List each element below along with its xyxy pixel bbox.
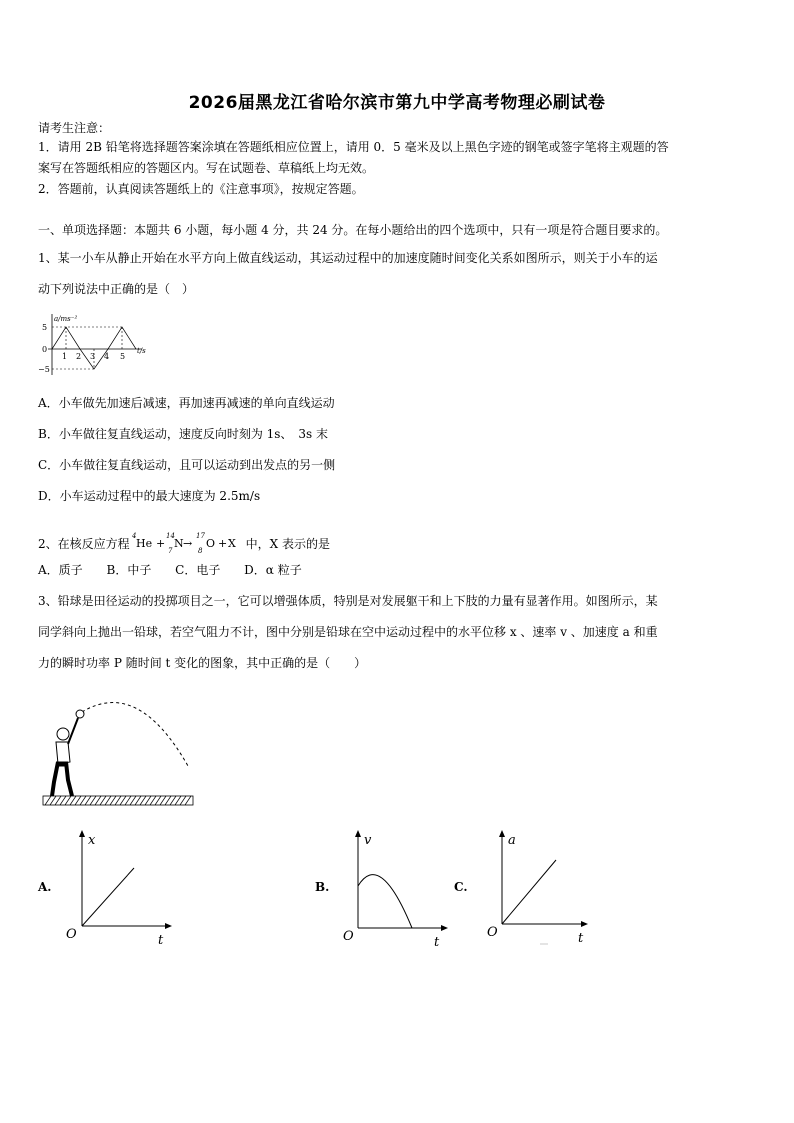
person-leg <box>66 762 72 796</box>
reaction-arrow: → <box>182 537 192 550</box>
person-leg <box>52 762 58 796</box>
y-axis-arrow <box>499 830 505 837</box>
question-3-line-3: 力的瞬时功率 P 随时间 t 变化的图象，其中正确的是（ ） <box>38 656 367 670</box>
notice-item-2: 2．答题前，认真阅读答题纸上的《注意事项》，按规定答题。 <box>38 182 364 196</box>
graph-x-label: t/s <box>137 347 146 355</box>
n-atomic-number: 7 <box>167 547 173 554</box>
he-mass-number: 4 <box>131 532 137 540</box>
question-1-option-a: A．小车做先加速后减速，再加速再减速的单向直线运动 <box>38 396 335 410</box>
question-3-line-1: 3、铅球是田径运动的投掷项目之一，它可以增强体质，特别是对发展躯干和上下肢的力量有显著作用。如图所示，某 <box>38 594 658 608</box>
x-symbol: X <box>227 537 236 550</box>
graph-option-c-label: C. <box>454 880 468 894</box>
o-mass-number: 17 <box>195 532 205 540</box>
person-torso <box>56 742 70 764</box>
graph-curve <box>358 875 412 928</box>
question-1-line-1: 1、某一小车从静止开始在水平方向上做直线运动，其运动过程中的加速度随时间变化关系如图所示，则关于小车的运 <box>38 251 658 265</box>
question-2-stem <box>38 530 756 554</box>
graph-xtick: 5 <box>120 352 126 361</box>
graph-option-a <box>62 828 174 946</box>
notice-item-1-line-1: 1．请用 2B 铅笔将选择题答案涂填在答题纸相应位置上，请用 0．5 毫米及以上黑色字迹的钢笔或签字笔将主观题的答 <box>38 140 669 154</box>
x-axis-arrow <box>581 921 588 927</box>
question-1-line-2: 动下列说法中正确的是（ ） <box>38 282 195 296</box>
question-2-prefix: 2、在核反应方程 <box>38 537 130 551</box>
graph-segment <box>108 327 136 349</box>
person-head <box>57 728 69 740</box>
question-2-option-d: D．α 粒子 <box>244 563 302 577</box>
origin-label: O <box>487 925 498 940</box>
trajectory-dashed-curve <box>82 703 188 766</box>
question-1-option-d: D．小车运动过程中的最大速度为 2.5m/s <box>38 489 261 503</box>
o-atomic-number: 8 <box>197 547 203 554</box>
person-arm <box>68 718 78 744</box>
y-label: a <box>508 833 516 848</box>
graph-xtick: 3 <box>90 352 96 361</box>
n-symbol: N <box>173 537 184 550</box>
x-axis-arrow <box>441 925 448 931</box>
graph-line <box>502 860 556 924</box>
question-2-option-c: C．电子 <box>175 563 221 577</box>
page-title: 2026届黑龙江省哈尔滨市第九中学高考物理必刷试卷 <box>188 93 606 113</box>
graph-xtick: 2 <box>76 352 82 361</box>
acceleration-time-graph <box>38 311 153 377</box>
graph-ytick: −5 <box>38 365 50 374</box>
graph-option-c <box>484 828 596 950</box>
section-heading: 一、单项选择题：本题共 6 小题，每小题 4 分，共 24 分。在每小题给出的四个选项中，只有一项是符合题目要求的。 <box>38 223 668 237</box>
question-2-option-b: B．中子 <box>106 563 152 577</box>
question-1-option-c: C．小车做往复直线运动，且可以运动到出发点的另一侧 <box>38 458 336 472</box>
graph-y-label: a/ms⁻² <box>54 315 78 323</box>
question-2-option-a: A．质子 <box>38 563 83 577</box>
y-label: x <box>88 833 96 848</box>
graph-segment <box>52 327 80 349</box>
plus-sign: + <box>217 537 227 550</box>
notice-item-1-line-2: 案写在答题纸相应的答题区内。写在试题卷、草稿纸上均无效。 <box>38 161 375 175</box>
graph-xtick: 4 <box>104 352 110 361</box>
n-mass-number: 14 <box>165 532 175 540</box>
plus-sign: + <box>155 537 165 550</box>
question-1-option-b: B．小车做往复直线运动，速度反向时刻为 1s、 3s 末 <box>38 427 329 441</box>
question-2-suffix: 中，X 表示的是 <box>245 537 330 551</box>
x-axis-arrow <box>165 923 172 929</box>
o-symbol: O <box>205 537 215 550</box>
nuclear-reaction-formula <box>130 530 246 554</box>
graph-option-b-label: B. <box>315 880 330 894</box>
graph-option-b <box>340 828 452 950</box>
y-axis-arrow <box>355 830 361 837</box>
question-2-options <box>38 562 322 578</box>
origin-label: O <box>343 929 354 944</box>
graph-ytick: 5 <box>42 323 48 332</box>
origin-label: O <box>66 927 77 942</box>
shot-put-illustration <box>38 696 198 808</box>
y-axis-arrow <box>79 830 85 837</box>
graph-line <box>82 868 134 926</box>
graph-option-a-label: A. <box>38 880 52 894</box>
x-label: t <box>578 931 584 946</box>
notice-heading: 请考生注意： <box>38 121 111 135</box>
graph-ytick: 0 <box>42 345 48 354</box>
graph-xtick: 1 <box>62 352 68 361</box>
shot-put-ball <box>76 710 84 718</box>
question-3-line-2: 同学斜向上抛出一铅球，若空气阻力不计，图中分别是铅球在空中运动过程中的水平位移 x 、速率 v 、加速度 a 和重 <box>38 625 658 639</box>
x-label: t <box>434 935 440 950</box>
y-label: v <box>364 833 372 848</box>
x-label: t <box>158 933 164 946</box>
he-symbol: He <box>135 537 152 550</box>
